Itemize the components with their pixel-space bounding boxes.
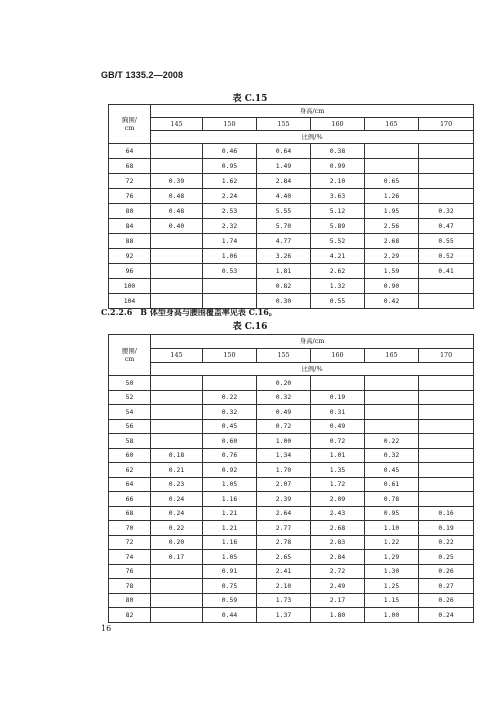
table-cell: 1.22 <box>365 535 419 550</box>
table-cell: 0.48 <box>151 204 203 219</box>
table-cell <box>419 390 474 405</box>
table-cell: 0.23 <box>151 477 203 492</box>
ratio-header: 比例/% <box>151 131 474 144</box>
table-cell: 0.95 <box>365 506 419 521</box>
table-cell: 1.49 <box>257 159 311 174</box>
table-cell: 1.72 <box>311 477 365 492</box>
table-cell <box>151 390 203 405</box>
corner-unit-label: cm <box>124 355 135 363</box>
table-cell: 1.26 <box>365 189 419 204</box>
table-row <box>109 579 474 594</box>
table-cell: 2.10 <box>311 174 365 189</box>
table-cell: 0.82 <box>257 279 311 294</box>
row-label: 82 <box>109 608 151 623</box>
table-cell <box>151 608 203 623</box>
standard-code: GB/T 1335.2—2008 <box>101 70 184 80</box>
table-cell: 2.49 <box>311 579 365 594</box>
row-label: 68 <box>109 506 151 521</box>
table-cell: 2.77 <box>257 521 311 536</box>
table-cell <box>365 419 419 434</box>
table-cell: 0.24 <box>151 506 203 521</box>
table-cell: 0.55 <box>311 294 365 309</box>
table-cell: 0.22 <box>419 535 474 550</box>
table-row <box>109 521 474 536</box>
table-cell <box>365 144 419 159</box>
table-row <box>109 376 474 391</box>
table-cell: 1.15 <box>365 593 419 608</box>
table-row <box>109 219 474 234</box>
table-row <box>109 279 474 294</box>
table-row <box>109 204 474 219</box>
table-cell: 0.27 <box>419 579 474 594</box>
table-cell <box>365 376 419 391</box>
table-cell: 0.25 <box>419 550 474 565</box>
table-cell <box>203 279 257 294</box>
table-cell: 0.26 <box>419 564 474 579</box>
row-label: 52 <box>109 390 151 405</box>
height-header: 身高/cm <box>151 105 474 118</box>
table-cell: 0.78 <box>365 492 419 507</box>
table-cell: 4.21 <box>311 249 365 264</box>
table-cell: 3.63 <box>311 189 365 204</box>
table-cell <box>419 405 474 420</box>
table-cell <box>365 390 419 405</box>
table-cell <box>151 159 203 174</box>
row-label: 60 <box>109 448 151 463</box>
table-cell: 2.43 <box>311 506 365 521</box>
row-label: 78 <box>109 579 151 594</box>
table-cell: 2.29 <box>365 249 419 264</box>
table-cell: 2.07 <box>257 477 311 492</box>
table-row <box>109 550 474 565</box>
table-row <box>109 608 474 623</box>
table-cell: 1.74 <box>203 234 257 249</box>
table-cell: 1.73 <box>257 593 311 608</box>
table-cell: 2.62 <box>311 264 365 279</box>
table-c16 <box>108 334 474 623</box>
table-cell: 0.72 <box>311 434 365 449</box>
table-cell: 0.48 <box>151 189 203 204</box>
column-header: 145 <box>151 349 203 363</box>
table-cell: 0.49 <box>311 419 365 434</box>
table-cell: 1.00 <box>257 434 311 449</box>
table-cell: 0.24 <box>151 492 203 507</box>
table-cell: 1.25 <box>365 579 419 594</box>
column-header: 155 <box>257 349 311 363</box>
row-label: 64 <box>109 477 151 492</box>
table-row <box>109 434 474 449</box>
table-row <box>109 249 474 264</box>
table-cell: 2.64 <box>257 506 311 521</box>
table-cell: 1.16 <box>203 492 257 507</box>
table-cell: 0.32 <box>257 390 311 405</box>
table-cell: 1.37 <box>257 608 311 623</box>
table-cell <box>419 492 474 507</box>
corner-measure-label: 胸围/ <box>122 115 137 124</box>
table-cell: 2.32 <box>203 219 257 234</box>
table-cell: 0.91 <box>203 564 257 579</box>
table-cell: 0.53 <box>203 264 257 279</box>
table-row <box>109 535 474 550</box>
table-row <box>109 159 474 174</box>
table-cell: 0.76 <box>203 448 257 463</box>
table-cell: 0.39 <box>151 174 203 189</box>
table-cell: 1.01 <box>311 448 365 463</box>
table-cell: 5.52 <box>311 234 365 249</box>
table-cell <box>203 376 257 391</box>
row-label: 70 <box>109 521 151 536</box>
table-cell: 2.84 <box>257 174 311 189</box>
table-cell: 1.81 <box>257 264 311 279</box>
table-c15 <box>108 104 474 309</box>
table-row <box>109 564 474 579</box>
table-cell: 0.21 <box>151 463 203 478</box>
table-cell <box>419 294 474 309</box>
table-cell: 5.55 <box>257 204 311 219</box>
table-cell: 1.30 <box>365 564 419 579</box>
table-cell: 1.34 <box>257 448 311 463</box>
table-cell: 0.44 <box>203 608 257 623</box>
table-cell: 0.61 <box>365 477 419 492</box>
row-label: 68 <box>109 159 151 174</box>
table-cell: 0.90 <box>365 279 419 294</box>
table-cell: 0.22 <box>151 521 203 536</box>
table-cell <box>365 405 419 420</box>
table-cell: 1.80 <box>311 608 365 623</box>
column-header: 160 <box>311 118 365 131</box>
table-cell: 0.16 <box>419 506 474 521</box>
row-label: 50 <box>109 376 151 391</box>
row-label: 80 <box>109 204 151 219</box>
row-label: 84 <box>109 219 151 234</box>
table-cell <box>151 419 203 434</box>
table-cell: 0.45 <box>203 419 257 434</box>
table-row <box>109 144 474 159</box>
table-cell: 2.72 <box>311 564 365 579</box>
table-cell <box>419 434 474 449</box>
table-row <box>109 448 474 463</box>
table-cell: 0.26 <box>419 593 474 608</box>
table-cell: 0.47 <box>419 219 474 234</box>
table-row <box>109 463 474 478</box>
table-cell: 0.38 <box>311 144 365 159</box>
table-cell: 1.10 <box>365 521 419 536</box>
table-row <box>109 593 474 608</box>
table-cell <box>419 174 474 189</box>
table-cell: 0.32 <box>365 448 419 463</box>
table-row <box>109 419 474 434</box>
column-header: 150 <box>203 349 257 363</box>
table-cell: 0.19 <box>311 390 365 405</box>
table-cell <box>419 144 474 159</box>
row-label: 64 <box>109 144 151 159</box>
table-cell: 0.19 <box>419 521 474 536</box>
table-cell <box>419 419 474 434</box>
table-cell <box>419 463 474 478</box>
table-cell: 0.60 <box>203 434 257 449</box>
table-cell <box>419 376 474 391</box>
table-cell: 0.42 <box>365 294 419 309</box>
table-cell: 2.09 <box>311 492 365 507</box>
column-header: 165 <box>365 349 419 363</box>
table-cell: 0.64 <box>257 144 311 159</box>
table-cell: 1.29 <box>365 550 419 565</box>
table-cell: 1.05 <box>203 477 257 492</box>
table-row <box>109 234 474 249</box>
table-cell: 0.32 <box>203 405 257 420</box>
table-cell <box>151 249 203 264</box>
table-cell: 1.21 <box>203 506 257 521</box>
table-cell: 2.84 <box>311 550 365 565</box>
table-cell: 1.70 <box>257 463 311 478</box>
corner-measure-label: 腰围/ <box>122 346 137 355</box>
table-cell <box>151 579 203 594</box>
table-cell <box>419 448 474 463</box>
table-cell <box>151 376 203 391</box>
column-header: 150 <box>203 118 257 131</box>
row-label: 74 <box>109 550 151 565</box>
table-cell: 0.20 <box>151 535 203 550</box>
table-cell: 0.49 <box>257 405 311 420</box>
row-label: 66 <box>109 492 151 507</box>
table-cell: 0.52 <box>419 249 474 264</box>
table-cell: 0.65 <box>365 174 419 189</box>
column-header: 165 <box>365 118 419 131</box>
row-label: 100 <box>109 279 151 294</box>
corner-unit-label: cm <box>124 124 135 132</box>
corner-label <box>109 105 151 144</box>
table-cell: 0.45 <box>365 463 419 478</box>
table-cell: 5.70 <box>257 219 311 234</box>
table-cell: 0.22 <box>365 434 419 449</box>
table-cell <box>151 593 203 608</box>
table-cell: 5.89 <box>311 219 365 234</box>
column-header: 170 <box>419 118 474 131</box>
table-cell: 0.40 <box>151 219 203 234</box>
row-label: 88 <box>109 234 151 249</box>
table-cell: 0.41 <box>419 264 474 279</box>
table-cell: 2.65 <box>257 550 311 565</box>
table-cell: 2.56 <box>365 219 419 234</box>
table-cell: 2.24 <box>203 189 257 204</box>
table-cell: 2.68 <box>311 521 365 536</box>
row-label: 58 <box>109 434 151 449</box>
table-cell: 2.53 <box>203 204 257 219</box>
table-cell: 2.10 <box>257 579 311 594</box>
table-cell: 5.12 <box>311 204 365 219</box>
table-row <box>109 405 474 420</box>
row-label: 72 <box>109 535 151 550</box>
table-row <box>109 390 474 405</box>
table-cell <box>151 564 203 579</box>
table-cell <box>419 477 474 492</box>
table-cell: 2.68 <box>365 234 419 249</box>
table-cell: 1.95 <box>365 204 419 219</box>
table-cell: 1.06 <box>203 249 257 264</box>
table-cell: 1.16 <box>203 535 257 550</box>
table-cell: 2.39 <box>257 492 311 507</box>
table-c16-title: 表 C.16 <box>232 322 268 332</box>
table-cell: 0.55 <box>419 234 474 249</box>
ratio-header: 比例/% <box>151 363 474 376</box>
table-row <box>109 174 474 189</box>
table-cell <box>151 144 203 159</box>
table-cell <box>365 159 419 174</box>
table-cell: 0.31 <box>311 405 365 420</box>
table-cell: 3.26 <box>257 249 311 264</box>
table-cell <box>151 234 203 249</box>
corner-label <box>109 335 151 376</box>
table-cell: 2.78 <box>257 535 311 550</box>
table-cell <box>151 405 203 420</box>
table-cell <box>151 434 203 449</box>
table-row <box>109 492 474 507</box>
table-cell: 0.72 <box>257 419 311 434</box>
table-cell: 0.75 <box>203 579 257 594</box>
row-label: 104 <box>109 294 151 309</box>
section-c226: C.2.2.6 B 体型身高与腰围覆盖率见表 C.16。 <box>101 307 277 317</box>
table-cell: 0.30 <box>257 294 311 309</box>
page-number: 16 <box>101 624 112 633</box>
table-cell: 1.00 <box>365 608 419 623</box>
table-cell: 2.41 <box>257 564 311 579</box>
row-label: 76 <box>109 564 151 579</box>
table-row <box>109 189 474 204</box>
table-cell: 0.92 <box>203 463 257 478</box>
table-cell <box>419 159 474 174</box>
table-cell <box>151 279 203 294</box>
row-label: 80 <box>109 593 151 608</box>
table-cell: 0.20 <box>257 376 311 391</box>
row-label: 54 <box>109 405 151 420</box>
table-c15-title: 表 C.15 <box>232 94 268 104</box>
table-cell: 1.05 <box>203 550 257 565</box>
table-cell: 0.99 <box>311 159 365 174</box>
table-cell <box>151 264 203 279</box>
row-label: 62 <box>109 463 151 478</box>
table-cell: 0.22 <box>203 390 257 405</box>
row-label: 76 <box>109 189 151 204</box>
height-header: 身高/cm <box>151 335 474 349</box>
table-cell: 1.62 <box>203 174 257 189</box>
table-cell: 0.46 <box>203 144 257 159</box>
table-cell: 2.83 <box>311 535 365 550</box>
table-cell: 4.77 <box>257 234 311 249</box>
table-cell: 2.17 <box>311 593 365 608</box>
row-label: 56 <box>109 419 151 434</box>
row-label: 72 <box>109 174 151 189</box>
table-cell: 1.59 <box>365 264 419 279</box>
table-cell: 0.18 <box>151 448 203 463</box>
column-header: 160 <box>311 349 365 363</box>
table-cell: 0.59 <box>203 593 257 608</box>
table-cell: 0.17 <box>151 550 203 565</box>
table-cell: 0.32 <box>419 204 474 219</box>
table-cell: 1.21 <box>203 521 257 536</box>
table-cell: 4.40 <box>257 189 311 204</box>
table-row <box>109 264 474 279</box>
table-cell <box>311 376 365 391</box>
table-cell <box>419 189 474 204</box>
table-cell: 1.32 <box>311 279 365 294</box>
row-label: 96 <box>109 264 151 279</box>
column-header: 145 <box>151 118 203 131</box>
table-cell <box>419 279 474 294</box>
table-cell: 0.95 <box>203 159 257 174</box>
row-label: 92 <box>109 249 151 264</box>
table-row <box>109 506 474 521</box>
table-cell: 0.24 <box>419 608 474 623</box>
table-cell: 1.35 <box>311 463 365 478</box>
column-header: 155 <box>257 118 311 131</box>
column-header: 170 <box>419 349 474 363</box>
table-row <box>109 477 474 492</box>
